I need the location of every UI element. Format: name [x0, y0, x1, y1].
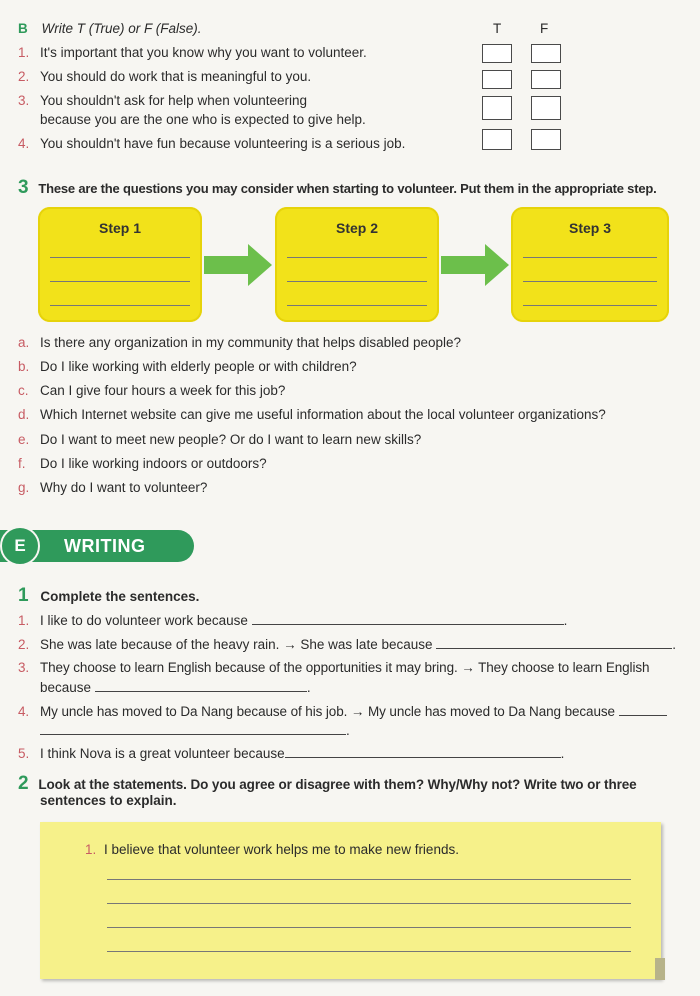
- question-item: d. Which Internet website can give me useful information about the local volunteer organizations?: [18, 407, 606, 422]
- step-box-2: [275, 207, 439, 322]
- statement: [85, 842, 459, 857]
- answer-line[interactable]: [50, 257, 190, 258]
- question-item: e. Do I want to meet new people? Or do I want to learn new skills?: [18, 432, 422, 447]
- section-title: WRITING: [64, 536, 146, 556]
- tf-item: 1. It's important that you know why you want to volunteer.: [18, 45, 367, 60]
- question-item: a. Is there any organization in my community that helps disabled people?: [18, 335, 461, 350]
- question-item: g. Why do I want to volunteer?: [18, 480, 208, 495]
- statement-number: 1.: [85, 842, 97, 857]
- sticky-note-curl: [655, 958, 665, 980]
- step-title: Step 3: [568, 220, 611, 236]
- sentence-item-continuation: because .: [40, 680, 311, 695]
- false-checkbox[interactable]: [531, 96, 561, 120]
- step-box-1: [38, 207, 202, 322]
- exercise-3-instruction: These are the questions you may consider when starting to volunteer. Put them in the appropriate step.: [38, 181, 657, 196]
- step-title: Step 2: [335, 220, 378, 236]
- answer-line[interactable]: [287, 305, 427, 306]
- answer-line[interactable]: [50, 281, 190, 282]
- part-b-letter: B: [18, 21, 28, 36]
- exercise-number: 3: [18, 177, 29, 198]
- tf-item-continuation: because you are the one who is expected to give help.: [40, 112, 366, 127]
- answer-line[interactable]: [50, 305, 190, 306]
- answer-blank[interactable]: [40, 722, 346, 735]
- true-checkbox[interactable]: [482, 44, 512, 63]
- tf-header-t: T: [493, 21, 502, 36]
- question-item: f. Do I like working indoors or outdoors?: [18, 456, 267, 471]
- step-title: Step 1: [98, 220, 141, 236]
- false-checkbox[interactable]: [531, 129, 561, 150]
- answer-line[interactable]: [523, 305, 657, 306]
- false-checkbox[interactable]: [531, 44, 561, 63]
- answer-line[interactable]: [523, 257, 657, 258]
- statement-text: I believe that volunteer work helps me to make new friends.: [104, 842, 459, 857]
- section-letter: E: [14, 536, 26, 555]
- exercise-number: 2: [18, 773, 29, 794]
- tf-item: 2. You should do work that is meaningful to you.: [18, 69, 312, 84]
- sentence-item: 4. My uncle has moved to Da Nang because of his job. → My uncle has moved to Da Nang because: [18, 703, 667, 719]
- exercise-number: 1: [18, 585, 29, 606]
- answer-line[interactable]: [107, 951, 631, 952]
- writing-1-instruction: Complete the sentences.: [40, 589, 200, 604]
- answer-line[interactable]: [107, 879, 631, 880]
- question-item: b. Do I like working with elderly people or with children?: [18, 359, 357, 374]
- sentence-item: 1. I like to do volunteer work because .: [18, 613, 568, 628]
- section-letter-badge: [0, 526, 40, 566]
- writing-2-header: [18, 773, 637, 795]
- writing-1-header: [18, 585, 199, 607]
- part-b-header: [18, 21, 202, 36]
- answer-line[interactable]: [523, 281, 657, 282]
- answer-line[interactable]: [107, 903, 631, 904]
- sentence-item: 5. I think Nova is a great volunteer because .: [18, 746, 565, 761]
- writing-2-instruction-continued: sentences to explain.: [40, 793, 177, 808]
- answer-line[interactable]: [287, 257, 427, 258]
- question-item: c. Can I give four hours a week for this job?: [18, 383, 286, 398]
- answer-blank[interactable]: [285, 745, 561, 758]
- tf-item: 4. You shouldn't have fun because volunteering is a serious job.: [18, 136, 406, 151]
- answer-blank[interactable]: [252, 612, 564, 625]
- arrow-right-icon: [441, 244, 509, 286]
- answer-blank[interactable]: [95, 679, 307, 692]
- answer-blank[interactable]: [619, 703, 667, 716]
- true-checkbox[interactable]: [482, 70, 512, 89]
- tf-item: 3. You shouldn't ask for help when volunteering: [18, 93, 308, 108]
- false-checkbox[interactable]: [531, 70, 561, 89]
- answer-line[interactable]: [287, 281, 427, 282]
- true-checkbox[interactable]: [482, 96, 512, 120]
- true-checkbox[interactable]: [482, 129, 512, 150]
- arrow-right-icon: [204, 244, 272, 286]
- answer-blank[interactable]: [436, 636, 672, 649]
- sentence-item: 3. They choose to learn English because of the opportunities it may bring. → They choose to learn English: [18, 660, 650, 675]
- writing-2-instruction: Look at the statements. Do you agree or disagree with them? Why/Why not? Write two or three: [38, 777, 637, 792]
- answer-line[interactable]: [107, 927, 631, 928]
- step-box-3: [511, 207, 669, 322]
- exercise-3-header: [18, 177, 657, 199]
- sentence-item: 2. She was late because of the heavy rain. → She was late because .: [18, 637, 677, 652]
- tf-header-f: F: [540, 21, 549, 36]
- sentence-item-continuation: .: [40, 722, 350, 738]
- part-b-instruction: Write T (True) or F (False).: [41, 21, 202, 36]
